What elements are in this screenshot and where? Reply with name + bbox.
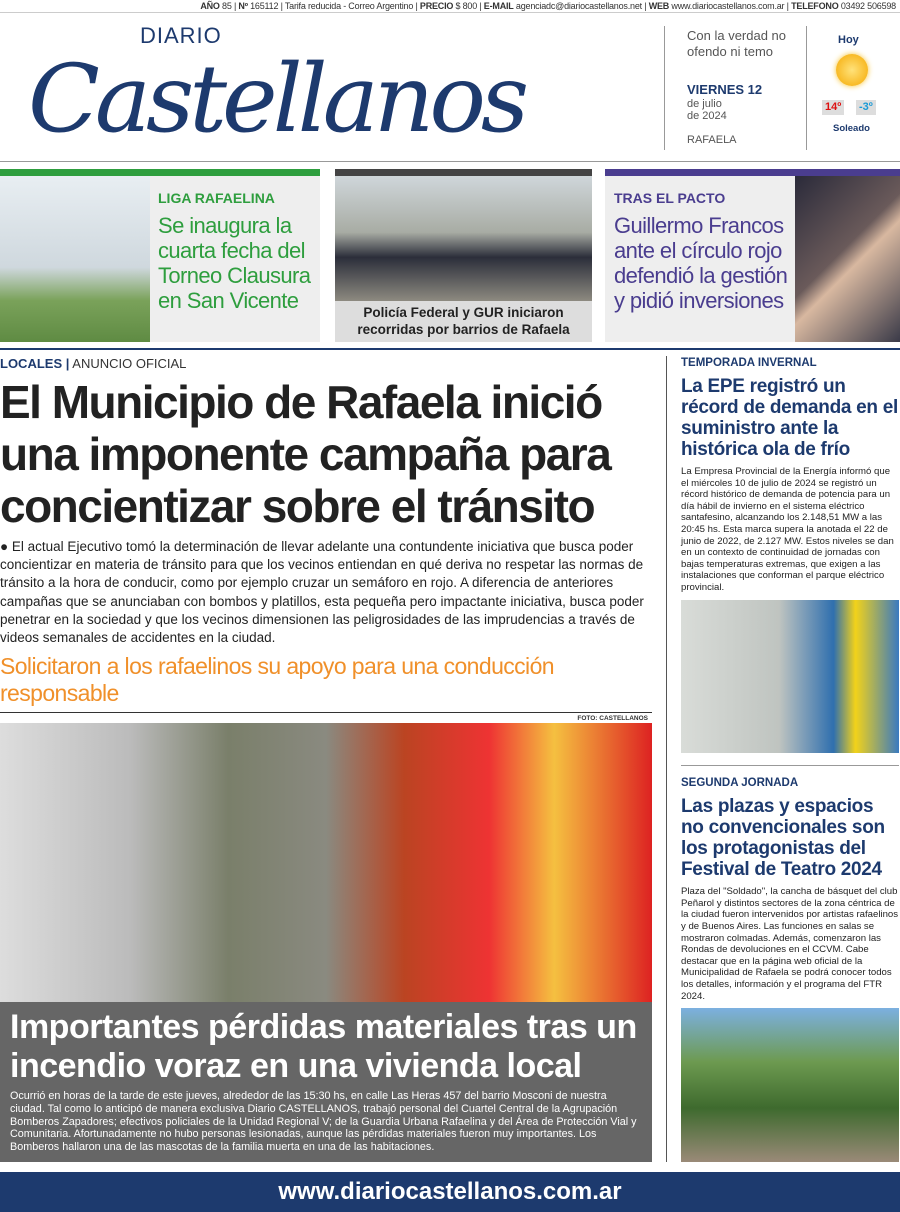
main-subhead: Solicitaron a los rafaelinos su apoyo para una conducción responsable <box>0 653 652 713</box>
temp-max: 14º <box>822 100 844 115</box>
date-rest <box>687 98 727 122</box>
section-label: LOCALES | <box>0 356 70 371</box>
email-link[interactable]: agenciadc@diariocastellanos.net <box>515 1 642 11</box>
teaser-francos[interactable] <box>605 169 900 342</box>
kicker-label: ANUNCIO OFICIAL <box>72 356 187 371</box>
year-value: 85 <box>222 1 232 11</box>
sidebar-body: Plaza del "Soldado", la cancha de básquet del club Peñarol y distintos sectores de la zona céntrica de la ciudad fueron intervenidos por artistas rafaelinos y de Buenos Aires. Las funciones en salas se mostraron colmadas. Además, comenzaron las Rondas de devoluciones en el CCVM. Cabe destacar que en la página web oficial de la Municipalidad de Rafaela se podrá conocer todos los detalles, información y el programa del FTR 2024. <box>681 886 899 1002</box>
issue-label: Nº <box>238 1 248 11</box>
sun-icon <box>836 54 868 86</box>
phone-value: 03492 506598 <box>840 1 896 11</box>
tagline: Con la verdad no ofendo ni temo <box>687 28 787 59</box>
weather-condition: Soleado <box>833 123 870 134</box>
sidebar-body: La Empresa Provincial de la Energía informó que el miércoles 10 de julio de 2024 se registró un récord histórico de demanda de potencia para un día hábil de invierno en el sistema eléctrico santafesino, alcanzando los 2.148,51 MW a las 20:45 hs. Esta marca supera la anotada el 22 de junio de 2022, de 2.127 MW. Estos niveles se dan en un contexto de continuidad de jornadas con bajas temperaturas extremas, que exigen a las instalaciones que conforman el parque eléctrico provincial. <box>681 466 894 593</box>
main-column <box>0 356 655 1162</box>
accent-bar <box>605 169 900 176</box>
teaser-title: Policía Federal y GUR iniciaron recorridas por barrios de Rafaela <box>357 305 570 337</box>
fire-story-box <box>0 1002 652 1162</box>
soccer-photo <box>0 176 150 342</box>
date-year: de 2024 <box>687 110 727 122</box>
web-link[interactable]: www.diariocastellanos.com.ar <box>671 1 785 11</box>
main-kicker <box>0 356 652 372</box>
teaser-policia[interactable] <box>335 169 592 342</box>
date-month: de julio <box>687 98 722 110</box>
tarifa: Tarifa reducida - Correo Argentino <box>284 1 414 11</box>
price-label: PRECIO <box>419 1 454 11</box>
fire-photo <box>0 723 652 1002</box>
fire-body: Ocurrió en horas de la tarde de este jueves, alrededor de las 15:30 hs, en calle Las Heras 457 del barrio Mosconi de nuestra ciudad. Tal como lo anticipó de manera exclusiva Diario CASTELLANOS, trabajó personal del Cuartel Central de la Agrupación Bomberos Zapadores; efectivos policiales de la Unidad Regional V; de la Guardia Urbana Rafaelina y del Área de Protección Vial y Comunitaria. Afortunadamente no hubo personas lesionadas, aunque las pérdidas materiales fueron muy importantes. Los Bomberos hallaron una de las mascotas de la familia muerta en una de las habitaciones. <box>10 1090 637 1154</box>
fire-headline[interactable]: Importantes pérdidas materiales tras un incendio voraz en una vivienda local <box>10 1008 637 1086</box>
teaser-kicker: LIGA RAFAELINA <box>158 190 275 206</box>
email-label: E-MAIL <box>483 1 514 11</box>
theater-photo <box>681 1008 899 1162</box>
year-label: AÑO <box>200 1 220 11</box>
divider <box>664 26 665 150</box>
teaser-title: Se inaugura la cuarta fecha del Torneo Clausura en San Vicente <box>158 213 311 313</box>
sidebar-title[interactable]: La EPE registró un récord de demanda en el suministro ante la histórica ola de frío <box>681 376 898 460</box>
price-value: $ 800 <box>455 1 478 11</box>
phone-label: TELEFONO <box>791 1 839 11</box>
teaser-liga[interactable] <box>0 169 320 342</box>
police-photo <box>335 176 592 301</box>
city: RAFAELA <box>687 134 737 146</box>
info-bar: AÑO 85 | Nº 165112 | Tarifa reducida - Correo Argentino | PRECIO $ 800 | E-MAIL agenciadc@diariocastellanos.net | WEB www.diariocastellanos.com.ar | TELEFONO 03492 506598 <box>0 0 900 13</box>
web-label: WEB <box>648 1 670 11</box>
teaser-title: Guillermo Francos ante el círculo rojo defendió la gestión y pidió inversiones <box>614 213 788 313</box>
photo-credit: FOTO: CASTELLANOS <box>577 715 648 723</box>
temp-min: -3º <box>856 100 876 115</box>
teaser-row <box>0 169 900 342</box>
date-day: VIERNES 12 <box>687 82 763 97</box>
sidebar-title[interactable]: Las plazas y espacios no convencionales son los protagonistas del Festival de Teatro 2024 <box>681 796 885 881</box>
francos-photo <box>795 176 900 342</box>
weather-label: Hoy <box>838 34 859 46</box>
divider <box>806 26 807 150</box>
epe-photo <box>681 600 899 754</box>
logo[interactable]: Castellanos <box>28 45 525 154</box>
masthead <box>0 0 900 162</box>
accent-bar <box>0 169 320 176</box>
sidebar-column <box>666 356 900 1162</box>
section-rule <box>0 348 900 350</box>
teaser-kicker: TRAS EL PACTO <box>614 190 726 206</box>
main-headline[interactable]: El Municipio de Rafaela inició una imponente campaña para concientizar sobre el tránsito <box>0 376 611 532</box>
sidebar-kicker: TEMPORADA INVERNAL <box>681 357 817 369</box>
sidebar-kicker: SEGUNDA JORNADA <box>681 777 799 790</box>
divider <box>681 765 899 766</box>
main-body: ● El actual Ejecutivo tomó la determinación de llevar adelante una contundente iniciativa que busca poder concientizar en materia de tránsito para que los vecinos entiendan en qué deriva no respetar las normas de tránsito a la hora de conducir, como por ejemplo cruzar un semáforo en rojo. A diferencia de anteriores campañas que se anunciaban con bombos y platillos, esta pequeña pero impactante iniciativa, busca poder penetrar en la sociedad y que los vecinos dimensionen las peligrosidades de las imprudencias a través de videos semanales de accidentes en la ciudad. <box>0 539 644 646</box>
logo-diario: DIARIO <box>140 23 222 48</box>
issue-value: 165112 <box>250 1 279 11</box>
footer-url[interactable]: www.diariocastellanos.com.ar <box>0 1172 900 1212</box>
content-columns <box>0 356 900 1162</box>
accent-bar <box>335 169 592 176</box>
